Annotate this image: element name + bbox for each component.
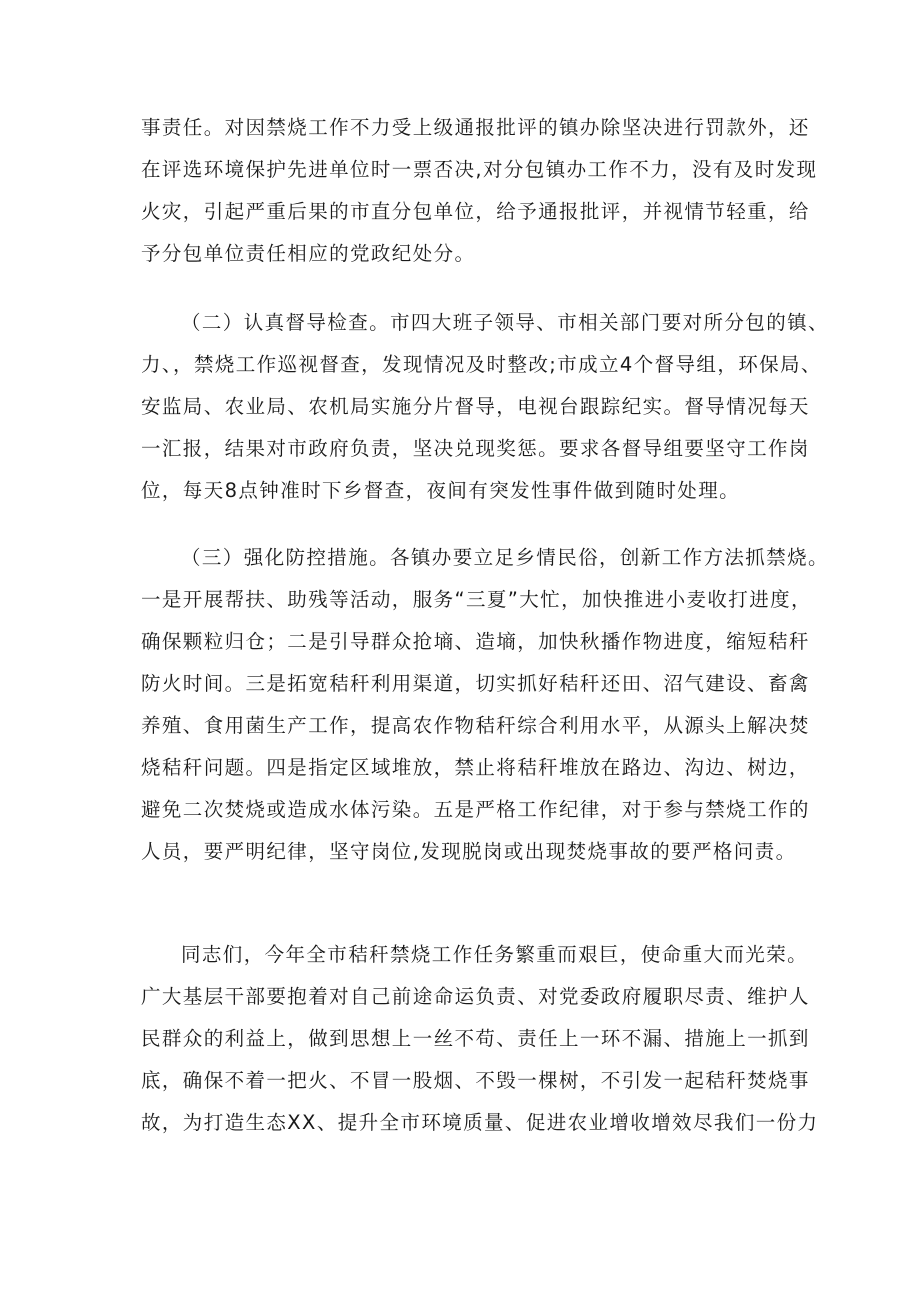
text-line: 养殖、食用菌生产工作，提高农作物秸秆综合利用水平，从源头上解决焚 [141, 714, 810, 737]
text-line: （三）强化防控措施。各镇办要立足乡情民俗，创新工作方法抓禁烧。 [181, 546, 829, 569]
text-line: 一是开展帮扶、助残等活动，服务“三夏”大忙，加快推进小麦收打进度， [141, 588, 812, 611]
text-line: 同志们，今年全市秸秆禁烧工作任务繁重而艰巨，使命重大而光荣。 [181, 943, 809, 966]
paragraph-prevention-measures [141, 537, 829, 873]
text-line: 力、，禁烧工作巡视督查，发现情况及时整改;市成立4个督导组，环保局、 [141, 353, 822, 376]
text-line: 火灾，引起严重后果的市直分包单位，给予通报批评，并视情节轻重，给 [141, 200, 810, 223]
text-line: 一汇报，结果对市政府负责，坚决兑现奖惩。要求各督导组要坚守工作岗 [141, 437, 810, 460]
text-line: 予分包单位责任相应的党政纪处分。 [141, 242, 476, 265]
text-line: 广大基层干部要抱着对自己前途命运负责、对党委政府履职尽责、维护人 [141, 985, 810, 1008]
text-line: 烧秸秆问题。四是指定区域堆放，禁止将秸秆堆放在路边、沟边、树边， [141, 756, 810, 779]
text-line: 人员，要严明纪律，坚守岗位,发现脱岗或出现焚烧事故的要严格问责。 [141, 840, 797, 863]
text-line: 确保颗粒归仓；二是引导群众抢墒、造墒，加快秋播作物进度，缩短秸秆 [141, 630, 810, 653]
paragraph-liability [141, 107, 818, 275]
text-line: 事责任。对因禁烧工作不力受上级通报批评的镇办除坚决进行罚款外，还 [141, 116, 810, 139]
text-line: 底，确保不着一把火、不冒一股烟、不毁一棵树，不引发一起秸秆焚烧事 [141, 1069, 810, 1092]
text-line: 故，为打造生态XX、提升全市环境质量、促进农业增收增效尽我们一份力 [141, 1111, 819, 1134]
text-line: 避免二次焚烧或造成水体污染。五是严格工作纪律，对于参与禁烧工作的 [141, 798, 810, 821]
text-line: 民群众的利益上，做到思想上一丝不苟、责任上一环不漏、措施上一抓到 [141, 1027, 810, 1050]
text-line: （二）认真督导检查。市四大班子领导、市相关部门要对所分包的镇、 [181, 311, 829, 334]
paragraph-closing-remarks [141, 934, 819, 1144]
text-line: 防火时间。三是拓宽秸秆利用渠道，切实抓好秸秆还田、沼气建设、畜禽 [141, 672, 810, 695]
text-line: 在评选环境保护先进单位时一票否决,对分包镇办工作不力，没有及时发现 [141, 158, 818, 181]
text-line: 位，每天8点钟准时下乡督查，夜间有突发性事件做到随时处理。 [141, 479, 741, 502]
paragraph-supervision [141, 302, 829, 512]
text-line: 安监局、农业局、农机局实施分片督导，电视台跟踪纪实。督导情况每天 [141, 395, 810, 418]
